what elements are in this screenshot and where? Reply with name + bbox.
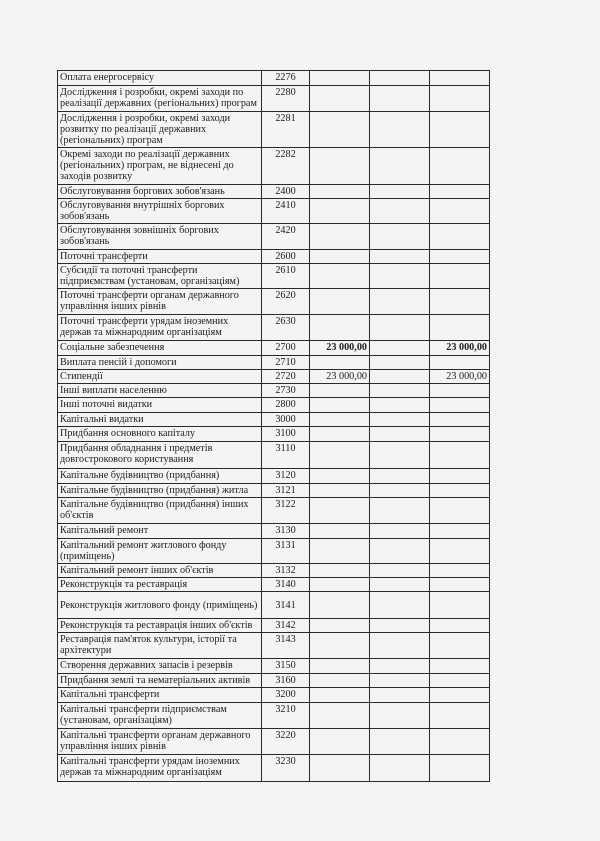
expense-code-cell: 3230: [262, 755, 310, 782]
amount-cell-2: [370, 148, 430, 185]
amount-cell-2: [370, 674, 430, 688]
amount-cell-3: [430, 224, 490, 250]
amount-cell-1: [310, 289, 370, 315]
amount-cell-3: [430, 592, 490, 619]
expense-name-cell: Інші поточні видатки: [58, 398, 262, 413]
expense-code-cell: 2410: [262, 199, 310, 224]
expense-code-cell: 2280: [262, 86, 310, 112]
table-row: [58, 185, 490, 199]
table-row: [58, 688, 490, 703]
amount-cell-1: [310, 185, 370, 199]
expense-name-cell: Реставрація пам'яток культури, історії та архітектури: [58, 633, 262, 659]
expense-code-cell: 3140: [262, 578, 310, 592]
amount-cell-3: [430, 578, 490, 592]
amount-cell-3: [430, 688, 490, 703]
table-row: [58, 469, 490, 484]
amount-cell-1: [310, 524, 370, 539]
amount-cell-2: [370, 729, 430, 755]
amount-cell-3: 23 000,00: [430, 341, 490, 356]
table-row: [58, 578, 490, 592]
expense-code-cell: 3120: [262, 469, 310, 484]
amount-cell-1: [310, 398, 370, 413]
expense-name-cell: Дослідження і розробки, окремі заходи по реалізації державних (регіональних) програм: [58, 86, 262, 112]
amount-cell-1: [310, 564, 370, 578]
table-row: [58, 356, 490, 370]
amount-cell-2: [370, 224, 430, 250]
expense-name-cell: Придбання обладнання і предметів довгострокового користування: [58, 442, 262, 469]
amount-cell-1: [310, 688, 370, 703]
amount-cell-2: [370, 413, 430, 427]
expense-name-cell: Дослідження і розробки, окремі заходи розвитку по реалізації державних (регіональних) програм: [58, 112, 262, 148]
amount-cell-3: [430, 315, 490, 341]
amount-cell-3: [430, 564, 490, 578]
amount-cell-1: [310, 539, 370, 564]
amount-cell-1: [310, 703, 370, 729]
expense-name-cell: Капітальні трансферти підприємствам (установам, організаціям): [58, 703, 262, 729]
expense-name-cell: Соціальне забезпечення: [58, 341, 262, 356]
table-row: [58, 264, 490, 289]
amount-cell-1: [310, 384, 370, 398]
expense-code-cell: 3132: [262, 564, 310, 578]
amount-cell-2: [370, 427, 430, 442]
amount-cell-3: [430, 413, 490, 427]
table-row: [58, 413, 490, 427]
table-row: [58, 384, 490, 398]
amount-cell-1: [310, 315, 370, 341]
amount-cell-3: [430, 289, 490, 315]
expense-name-cell: Капітальне будівництво (придбання) інших об'єктів: [58, 498, 262, 524]
expense-code-cell: 2276: [262, 71, 310, 86]
expense-code-cell: 2400: [262, 185, 310, 199]
amount-cell-3: [430, 498, 490, 524]
expense-code-cell: 2600: [262, 250, 310, 264]
expense-code-cell: 3220: [262, 729, 310, 755]
table-row: [58, 498, 490, 524]
expense-code-cell: 2800: [262, 398, 310, 413]
expense-name-cell: Субсидії та поточні трансферти підприємствам (установам, організаціям): [58, 264, 262, 289]
expense-name-cell: Реконструкція та реставрація: [58, 578, 262, 592]
amount-cell-2: [370, 264, 430, 289]
expense-name-cell: Капітальні трансферти: [58, 688, 262, 703]
table-row: [58, 442, 490, 469]
amount-cell-3: [430, 484, 490, 498]
expense-name-cell: Обслуговування зовнішніх боргових зобов'язань: [58, 224, 262, 250]
amount-cell-2: [370, 659, 430, 674]
table-row: [58, 224, 490, 250]
amount-cell-1: [310, 112, 370, 148]
expense-code-cell: 2700: [262, 341, 310, 356]
expense-code-cell: 2730: [262, 384, 310, 398]
expense-code-cell: 2620: [262, 289, 310, 315]
table-row: [58, 619, 490, 633]
table-row: [58, 71, 490, 86]
table-row: [58, 755, 490, 782]
table-row: [58, 659, 490, 674]
amount-cell-2: [370, 592, 430, 619]
amount-cell-3: [430, 619, 490, 633]
amount-cell-2: [370, 539, 430, 564]
table-row: [58, 148, 490, 185]
expense-name-cell: Обслуговування боргових зобов'язань: [58, 185, 262, 199]
amount-cell-1: [310, 484, 370, 498]
amount-cell-2: [370, 633, 430, 659]
expense-code-cell: 3160: [262, 674, 310, 688]
amount-cell-2: [370, 185, 430, 199]
expense-name-cell: Стипендії: [58, 370, 262, 384]
amount-cell-1: [310, 592, 370, 619]
amount-cell-1: [310, 619, 370, 633]
amount-cell-2: [370, 384, 430, 398]
amount-cell-2: [370, 356, 430, 370]
amount-cell-2: [370, 469, 430, 484]
amount-cell-1: [310, 633, 370, 659]
amount-cell-1: [310, 199, 370, 224]
table-row: [58, 703, 490, 729]
amount-cell-1: [310, 427, 370, 442]
expense-name-cell: Обслуговування внутрішніх боргових зобов'язань: [58, 199, 262, 224]
expense-name-cell: Реконструкція та реставрація інших об'єктів: [58, 619, 262, 633]
amount-cell-2: [370, 112, 430, 148]
amount-cell-2: [370, 484, 430, 498]
amount-cell-2: [370, 398, 430, 413]
expense-name-cell: Інші виплати населенню: [58, 384, 262, 398]
amount-cell-3: [430, 112, 490, 148]
amount-cell-1: [310, 442, 370, 469]
expense-name-cell: Окремі заходи по реалізації державних (регіональних) програм, не віднесені до заходів розвитку: [58, 148, 262, 185]
expense-name-cell: Капітальні трансферти урядам іноземних держав та міжнародним організаціям: [58, 755, 262, 782]
amount-cell-2: [370, 703, 430, 729]
amount-cell-1: [310, 224, 370, 250]
amount-cell-3: [430, 398, 490, 413]
table-row: [58, 427, 490, 442]
expense-name-cell: Капітальний ремонт: [58, 524, 262, 539]
amount-cell-3: [430, 524, 490, 539]
amount-cell-2: [370, 619, 430, 633]
table-row: [58, 289, 490, 315]
amount-cell-1: [310, 71, 370, 86]
expense-code-cell: 3143: [262, 633, 310, 659]
expense-code-cell: 3200: [262, 688, 310, 703]
amount-cell-1: [310, 413, 370, 427]
expense-code-cell: 3122: [262, 498, 310, 524]
amount-cell-3: [430, 86, 490, 112]
table-row: [58, 484, 490, 498]
amount-cell-2: [370, 71, 430, 86]
amount-cell-1: [310, 264, 370, 289]
table-row: [58, 199, 490, 224]
expense-code-cell: 2281: [262, 112, 310, 148]
table-row: [58, 370, 490, 384]
amount-cell-1: 23 000,00: [310, 341, 370, 356]
expense-code-cell: 3210: [262, 703, 310, 729]
amount-cell-1: 23 000,00: [310, 370, 370, 384]
amount-cell-3: [430, 384, 490, 398]
expense-code-cell: 2630: [262, 315, 310, 341]
amount-cell-3: [430, 148, 490, 185]
amount-cell-2: [370, 755, 430, 782]
amount-cell-1: [310, 356, 370, 370]
expense-name-cell: Капітальний ремонт інших об'єктів: [58, 564, 262, 578]
expense-code-cell: 3131: [262, 539, 310, 564]
expense-name-cell: Придбання основного капіталу: [58, 427, 262, 442]
table-row: [58, 250, 490, 264]
expense-name-cell: Реконструкція житлового фонду (приміщень): [58, 592, 262, 619]
amount-cell-1: [310, 469, 370, 484]
amount-cell-3: [430, 442, 490, 469]
amount-cell-2: [370, 688, 430, 703]
amount-cell-2: [370, 578, 430, 592]
amount-cell-1: [310, 498, 370, 524]
amount-cell-3: [430, 185, 490, 199]
amount-cell-2: [370, 442, 430, 469]
amount-cell-1: [310, 729, 370, 755]
expense-code-cell: 3110: [262, 442, 310, 469]
expense-code-cell: 3150: [262, 659, 310, 674]
table-row: [58, 341, 490, 356]
expense-code-cell: 3142: [262, 619, 310, 633]
amount-cell-3: [430, 659, 490, 674]
table-row: [58, 315, 490, 341]
amount-cell-3: [430, 755, 490, 782]
expense-code-cell: 3121: [262, 484, 310, 498]
table-row: [58, 539, 490, 564]
expense-code-cell: 3100: [262, 427, 310, 442]
table-row: [58, 633, 490, 659]
table-body: [58, 71, 490, 782]
amount-cell-1: [310, 755, 370, 782]
amount-cell-2: [370, 370, 430, 384]
amount-cell-1: [310, 86, 370, 112]
expense-name-cell: Поточні трансферти: [58, 250, 262, 264]
table-row: [58, 524, 490, 539]
amount-cell-3: [430, 264, 490, 289]
expense-code-cell: 2710: [262, 356, 310, 370]
expense-code-cell: 2282: [262, 148, 310, 185]
amount-cell-1: [310, 659, 370, 674]
expense-name-cell: Придбання землі та нематеріальних активів: [58, 674, 262, 688]
table-row: [58, 112, 490, 148]
amount-cell-3: [430, 71, 490, 86]
amount-cell-3: [430, 199, 490, 224]
amount-cell-3: [430, 539, 490, 564]
expense-name-cell: Капітальне будівництво (придбання): [58, 469, 262, 484]
amount-cell-3: [430, 729, 490, 755]
expense-name-cell: Капітальні видатки: [58, 413, 262, 427]
amount-cell-3: 23 000,00: [430, 370, 490, 384]
amount-cell-3: [430, 674, 490, 688]
amount-cell-1: [310, 578, 370, 592]
expense-name-cell: Створення державних запасів і резервів: [58, 659, 262, 674]
amount-cell-3: [430, 703, 490, 729]
amount-cell-2: [370, 289, 430, 315]
amount-cell-2: [370, 199, 430, 224]
amount-cell-2: [370, 315, 430, 341]
table-row: [58, 729, 490, 755]
amount-cell-2: [370, 250, 430, 264]
expense-code-cell: 2420: [262, 224, 310, 250]
expense-code-cell: 2720: [262, 370, 310, 384]
amount-cell-3: [430, 250, 490, 264]
expense-name-cell: Капітальний ремонт житлового фонду (приміщень): [58, 539, 262, 564]
amount-cell-2: [370, 524, 430, 539]
expense-code-cell: 3141: [262, 592, 310, 619]
table-row: [58, 674, 490, 688]
expense-code-cell: 2610: [262, 264, 310, 289]
expense-code-cell: 3000: [262, 413, 310, 427]
amount-cell-1: [310, 674, 370, 688]
amount-cell-2: [370, 498, 430, 524]
budget-expenditure-table: [57, 70, 490, 782]
expense-code-cell: 3130: [262, 524, 310, 539]
amount-cell-3: [430, 469, 490, 484]
amount-cell-1: [310, 148, 370, 185]
expense-name-cell: Поточні трансферти урядам іноземних держав та міжнародним організаціям: [58, 315, 262, 341]
amount-cell-3: [430, 427, 490, 442]
table-row: [58, 86, 490, 112]
amount-cell-2: [370, 86, 430, 112]
expense-name-cell: Капітальні трансферти органам державного управління інших рівнів: [58, 729, 262, 755]
amount-cell-1: [310, 250, 370, 264]
amount-cell-3: [430, 356, 490, 370]
expense-name-cell: Поточні трансферти органам державного управління інших рівнів: [58, 289, 262, 315]
table-row: [58, 398, 490, 413]
amount-cell-3: [430, 633, 490, 659]
table-row: [58, 564, 490, 578]
amount-cell-2: [370, 564, 430, 578]
expense-name-cell: Виплата пенсій і допомоги: [58, 356, 262, 370]
amount-cell-2: [370, 341, 430, 356]
expense-name-cell: Оплата енергосервісу: [58, 71, 262, 86]
table-row: [58, 592, 490, 619]
expense-name-cell: Капітальне будівництво (придбання) житла: [58, 484, 262, 498]
